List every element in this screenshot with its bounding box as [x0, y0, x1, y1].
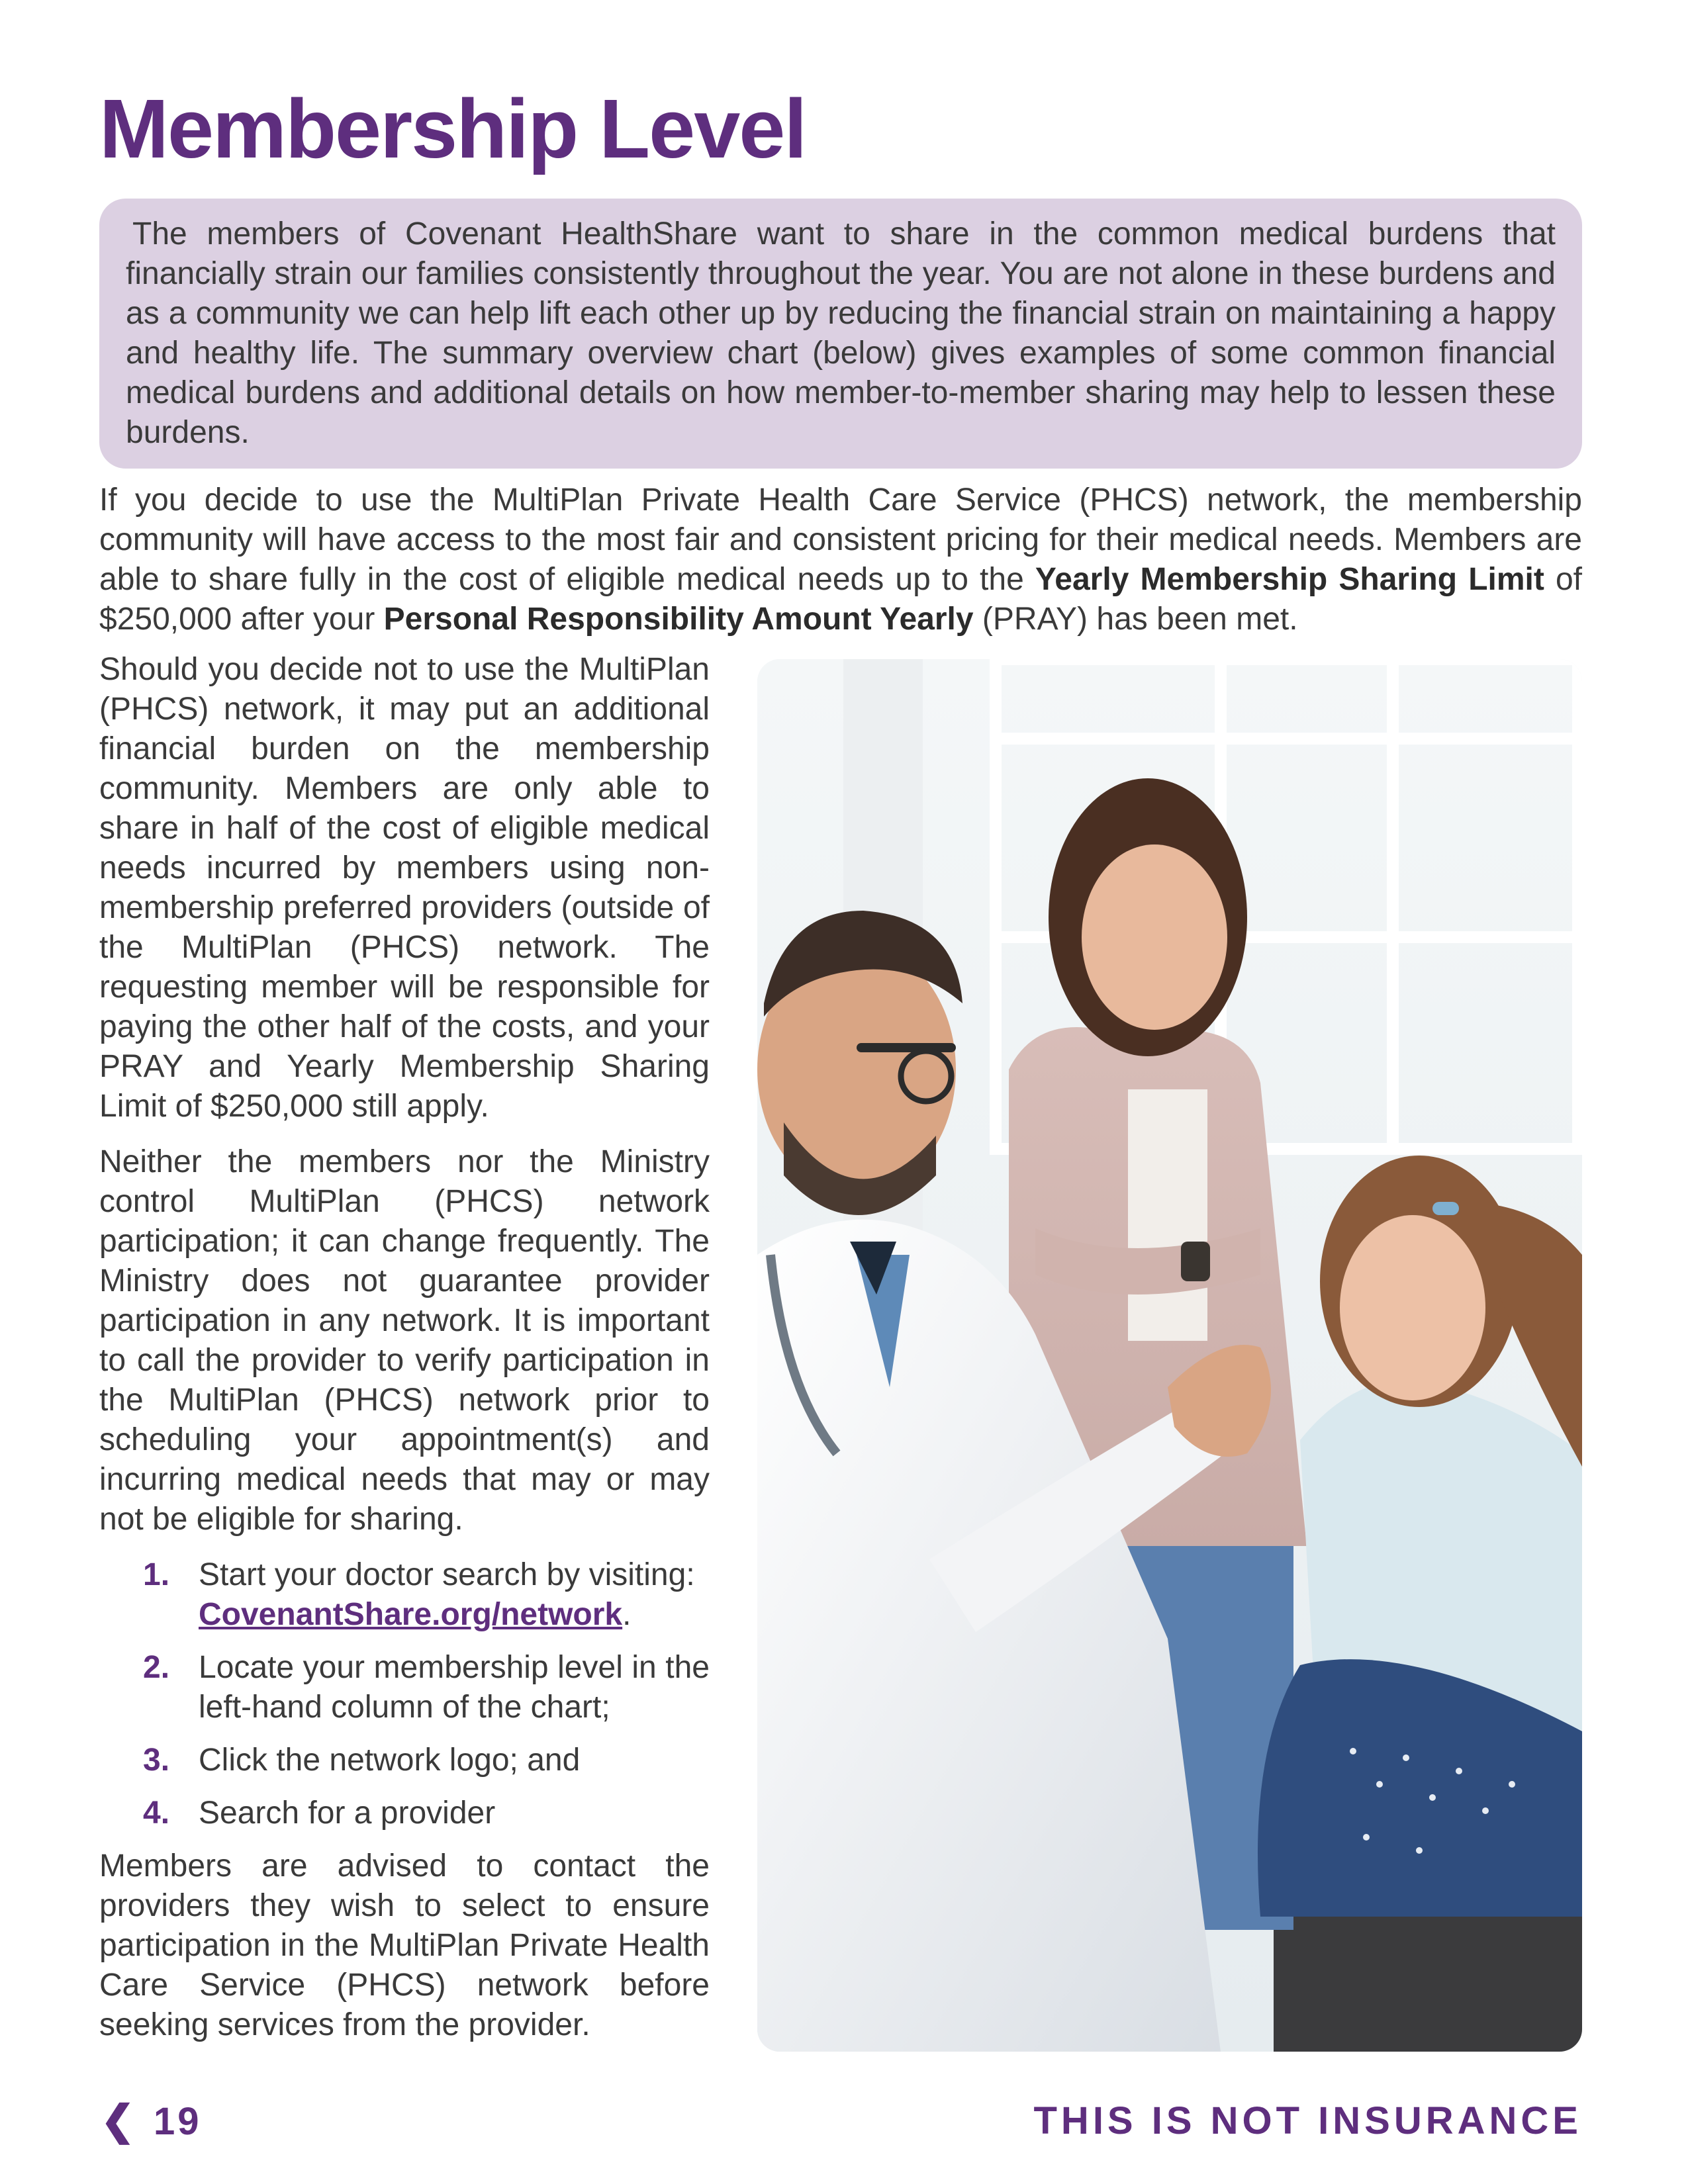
yearly-limit-term: Yearly Membership Sharing Limit	[1035, 562, 1544, 597]
disclaimer: THIS IS NOT INSURANCE	[1033, 2099, 1582, 2142]
search-steps-list	[99, 1555, 710, 1833]
page-number-text: 19	[153, 2100, 202, 2143]
list-item	[143, 1794, 710, 1833]
network-text-2: of $250,000 after your	[99, 562, 1583, 637]
step-text: Start your doctor search by visiting:	[199, 1557, 695, 1592]
doctor-family-photo	[757, 659, 1582, 2052]
network-text-3: (PRAY) has been met.	[973, 602, 1298, 637]
out-of-network-paragraph: Should you decide not to use the MultiPlan (PHCS) network, it may put an additional financial burden on the membership community. Members are only able to share in half of the cost of eligible medical needs incurred by members using non-membership preferred providers (outside of the MultiPlan (PHCS) network. The requesting member will be responsible for paying the other half of the costs, and your PRAY and Yearly Membership Sharing Limit of $250,000 still apply.	[99, 652, 710, 1124]
network-text-1: If you decide to use the MultiPlan Private Health Care Service (PHCS) network, the membership community will have access to the most fair and consistent pricing for their medical needs. Members are able to share fully in the cost of eligible medical needs up to the	[99, 482, 1582, 597]
step-number: 4.	[143, 1796, 170, 1831]
step-text: Click the network logo; and	[199, 1743, 581, 1778]
chevron-left-icon[interactable]: ❮	[101, 2098, 138, 2144]
page-title: Membership Level	[99, 82, 806, 175]
step-number: 3.	[143, 1743, 170, 1778]
list-item	[143, 1555, 710, 1635]
pray-term: Personal Responsibility Amount Yearly	[383, 602, 974, 637]
step-number: 2.	[143, 1650, 170, 1685]
left-column	[99, 650, 710, 2045]
list-item	[143, 1741, 710, 1780]
step-text: Search for a provider	[199, 1796, 496, 1831]
intro-callout	[99, 199, 1582, 469]
intro-text: The members of Covenant HealthShare want to share in the common medical burdens that financially strain our families consistently throughout the year. You are not alone in these burdens and as a community we can help lift each other up by reducing the financial strain on maintaining a happy and healthy life. The summary overview chart (below) gives examples of some common financial medical burdens and additional details on how member-to-member sharing may help to lessen these burdens.	[126, 216, 1556, 450]
list-item	[143, 1648, 710, 1727]
network-paragraph	[99, 480, 1582, 639]
advice-paragraph: Members are advised to contact the providers they wish to select to ensure participation in the MultiPlan Private Health Care Service (PHCS) network before seeking services from the provider.	[99, 1848, 710, 2042]
step-number: 1.	[143, 1557, 170, 1592]
step-punct: .	[622, 1597, 632, 1632]
step-text: Locate your membership level in the left-hand column of the chart;	[199, 1650, 710, 1725]
network-link[interactable]: CovenantShare.org/network	[199, 1597, 623, 1632]
page-number	[101, 2098, 201, 2145]
participation-paragraph: Neither the members nor the Ministry control MultiPlan (PHCS) network participation; it can change frequently. The Ministry does not guarantee provider participation in any network. It is important to call the provider to verify participation in the MultiPlan (PHCS) network prior to scheduling your appointment(s) and incurring medical needs that may or may not be eligible for sharing.	[99, 1144, 710, 1537]
